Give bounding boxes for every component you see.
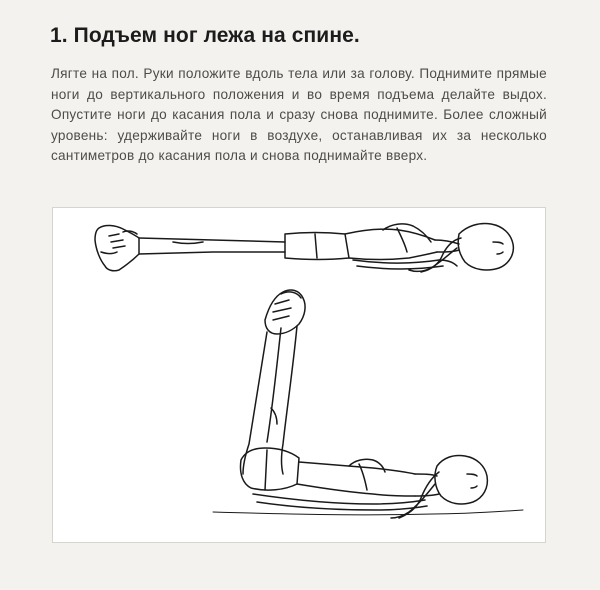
exercise-title: 1. Подъем ног лежа на спине.	[50, 24, 360, 47]
figure-legs-raised	[213, 290, 523, 518]
exercise-drawing	[53, 208, 547, 544]
figure-lying-flat	[95, 223, 513, 272]
exercise-description: Лягте на пол. Руки положите вдоль тела или за голову. Поднимите прямые ноги до вертикального положения и во время подъема делайте выдох. Опустите ноги до касания пола и сразу снова поднимите. Более сложный уровень: удерживайте ноги в воздухе, останавливая их за несколько сантиметров до касания пола и снова поднимайте вверх.	[51, 66, 547, 164]
exercise-illustration	[52, 207, 546, 543]
